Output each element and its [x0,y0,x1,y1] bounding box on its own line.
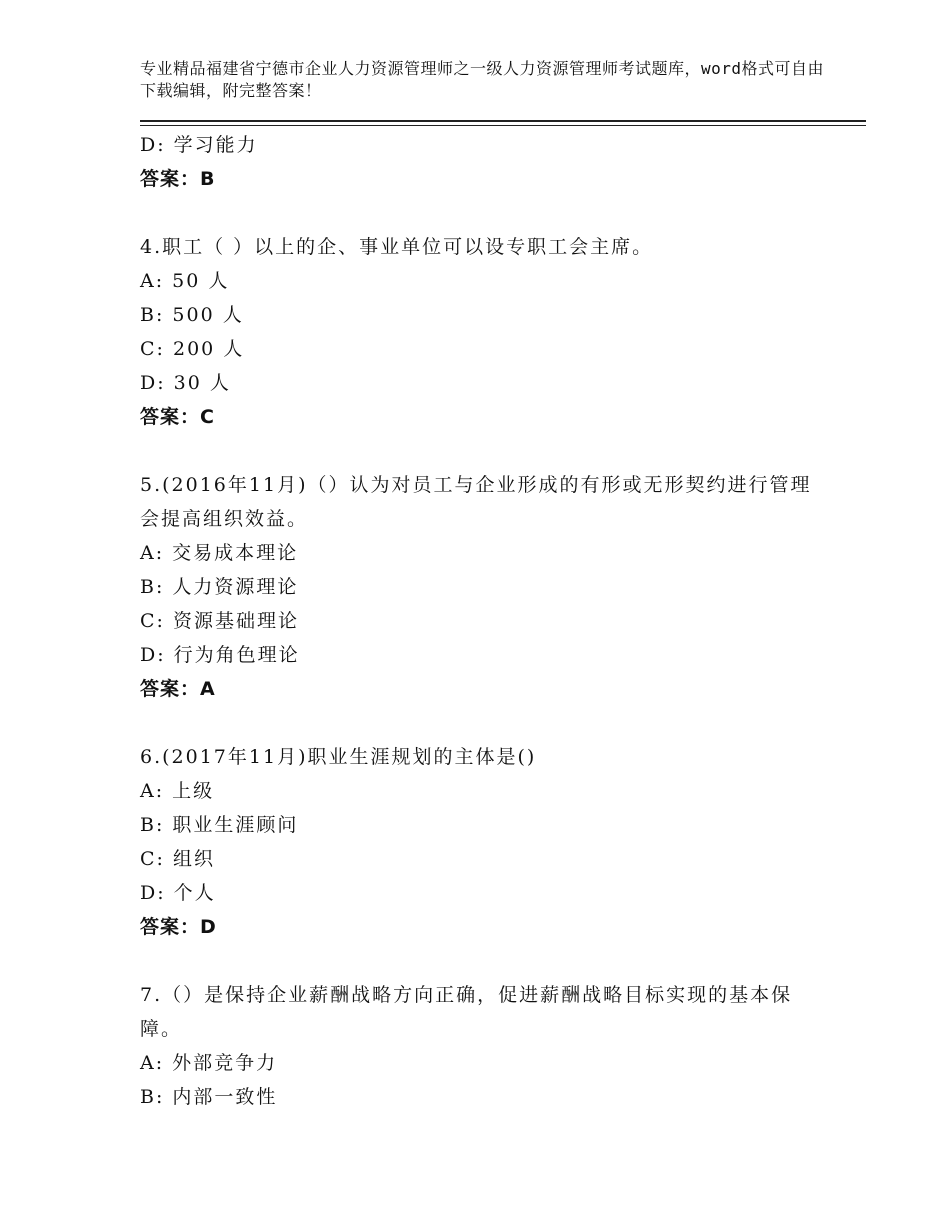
header-divider-thick [140,120,866,122]
option-a: A: 上级 [140,780,215,802]
option-b: B: 500 人 [140,304,244,326]
option-d: D: 30 人 [140,372,231,394]
question-list [140,128,830,1114]
question-text: 7.（）是保持企业薪酬战略方向正确，促进薪酬战略目标实现的基本保障。 [140,984,793,1040]
question-text: 6.(2017年11月)职业生涯规划的主体是() [140,746,537,768]
header-divider-thin [140,125,866,126]
option-a: A: 交易成本理论 [140,542,299,564]
option-b: B: 人力资源理论 [140,576,299,598]
answer-line: 答案：A [140,678,216,700]
question-7 [140,978,830,1114]
question-text: 5.(2016年11月)（）认为对员工与企业形成的有形或无形契约进行管理会提高组织效益。 [140,474,812,530]
option-b: B: 内部一致性 [140,1086,278,1108]
option-c: C: 资源基础理论 [140,610,299,632]
document-header: 专业精品福建省宁德市企业人力资源管理师之一级人力资源管理师考试题库，word格式可自由下载编辑，附完整答案！ [140,59,825,100]
question-text: 4.职工（ ）以上的企、事业单位可以设专职工会主席。 [140,236,654,258]
question-5 [140,468,830,706]
option-b: B: 职业生涯顾问 [140,814,299,836]
question-4 [140,230,830,434]
option-c: C: 200 人 [140,338,245,360]
option-d: D: 学习能力 [140,134,258,156]
option-a: A: 外部竞争力 [140,1052,278,1074]
option-c: C: 组织 [140,848,215,870]
option-d: D: 行为角色理论 [140,644,300,666]
answer-line: 答案：B [140,168,216,190]
answer-line: 答案：D [140,916,217,938]
option-a: A: 50 人 [140,270,230,292]
option-d: D: 个人 [140,882,216,904]
answer-line: 答案：C [140,406,215,428]
question-3-tail [140,128,830,196]
question-6 [140,740,830,944]
